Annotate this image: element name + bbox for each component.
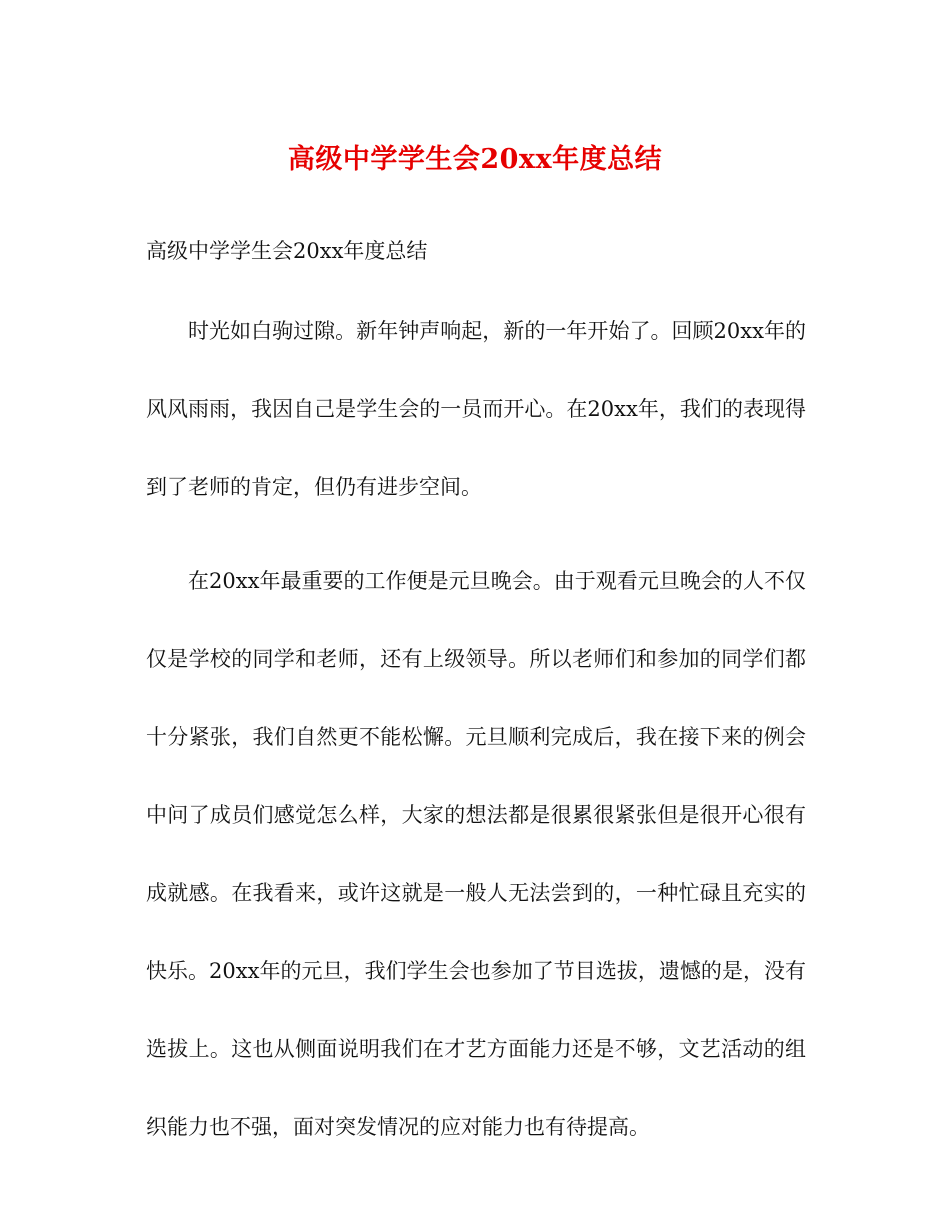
document-title: 高级中学学生会20xx年度总结 <box>287 144 663 175</box>
paragraph-1: 时光如白驹过隙。新年钟声响起，新的一年开始了。回顾20xx年的风风雨雨，我因自己是学生会的一员而开心。在20xx年，我们的表现得到了老师的肯定，但仍有进步空间。 <box>146 319 806 499</box>
paragraph-2: 在20xx年最重要的工作便是元旦晚会。由于观看元旦晚会的人不仅仅是学校的同学和老师，还有上级领导。所以老师们和参加的同学们都十分紧张，我们自然更不能松懈。元旦顺利完成后，我在接下来的例会中问了成员们感觉怎么样，大家的想法都是很累很紧张但是很开心很有成就感。在我看来，或许这就是一般人无法尝到的，一种忙碌且充实的快乐。20xx年的元旦，我们学生会也参加了节目选拔，遗憾的是，没有选拔上。这也从侧面说明我们在才艺方面能力还是不够，文艺活动的组织能力也不强，面对突发情况的应对能力也有待提高。 <box>146 569 806 1139</box>
document-body <box>146 228 806 1166</box>
document-subtitle: 高级中学学生会20xx年度总结 <box>146 239 428 263</box>
